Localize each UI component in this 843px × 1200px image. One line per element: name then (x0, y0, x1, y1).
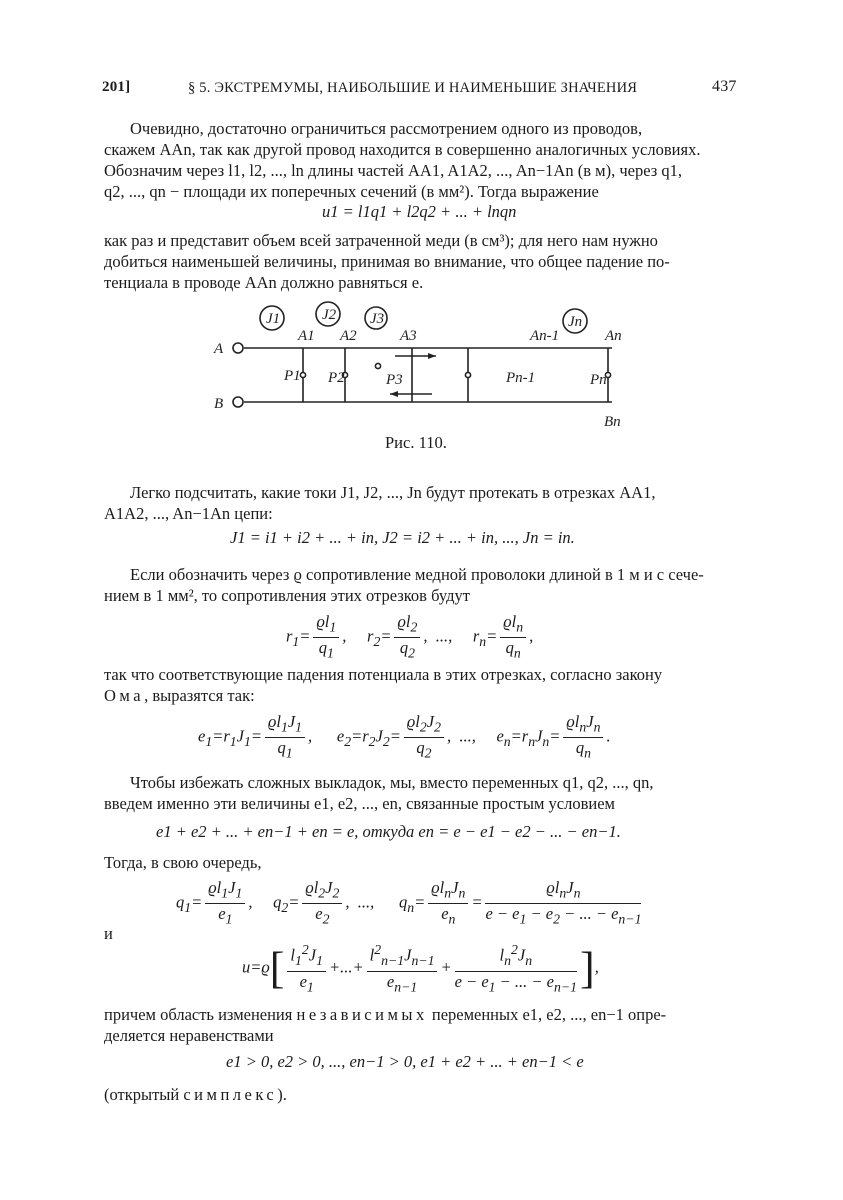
text-line: Чтобы избежать сложных выкладок, мы, вместо переменных q1, q2, ..., qn, (130, 773, 654, 792)
circuit-diagram (200, 296, 640, 432)
text-line: Очевидно, достаточно ограничиться рассмотрением одного из проводов, (130, 119, 643, 138)
node-label-a1: A1 (298, 328, 315, 344)
current-label-j1: J1 (266, 311, 281, 327)
text-fragment: , выразятся так: (144, 686, 255, 705)
text-fragment: ). (277, 1085, 287, 1104)
paragraph-2 (104, 230, 736, 293)
figure-caption: Рис. 110. (385, 433, 447, 452)
spaced-word: Ома (104, 686, 145, 705)
paragraph-4 (104, 564, 736, 606)
text-line (104, 1004, 736, 1025)
paragraph-7 (104, 852, 736, 873)
node-label-a3: A3 (400, 328, 417, 344)
resistor-label-p1: P1 (284, 368, 301, 384)
terminal-label-a: A (214, 341, 224, 357)
current-arrow-right (428, 353, 436, 359)
paragraph-1 (104, 118, 736, 202)
current-label-jn: Jn (568, 314, 583, 330)
current-arrow-left (390, 391, 398, 397)
node-label-an: An (605, 328, 622, 344)
node-label-an-1: An-1 (530, 328, 560, 344)
resistor-label-p3: P3 (386, 372, 403, 388)
text-line: добиться наименьшей величины, принимая во внимание, что общее падение по- (104, 252, 670, 271)
page-number: 437 (712, 78, 737, 95)
equation-volume: u1 = l1q1 + l2q2 + ... + lnqn (322, 202, 517, 221)
text-line: тенциала в проводе AAn должно равняться e. (104, 273, 424, 292)
text-line: Легко подсчитать, какие токи J1, J2, ..., Jn будут протекать в отрезках AA1, (130, 483, 656, 502)
text-fragment: переменных e1, e2, ..., en−1 опре- (431, 1005, 667, 1024)
text-line: нием в 1 мм², то сопротивления этих отрезков будут (104, 586, 470, 605)
text-line: q2, ..., qn − площади их поперечных сечений (в мм²). Тогда выражение (104, 182, 599, 201)
resistor-label-pn-1: Pn-1 (506, 370, 536, 386)
text-line (104, 1084, 736, 1105)
terminal-label-b: B (214, 396, 224, 412)
spaced-word: симплекс (183, 1085, 278, 1104)
text-fragment: причем область изменения (104, 1005, 293, 1024)
spaced-word: независимых (296, 1005, 428, 1024)
equation-currents: J1 = i1 + i2 + ... + in, J2 = i2 + ... + in, ..., Jn = in. (230, 528, 575, 547)
text-line: A1A2, ..., An−1An цепи: (104, 504, 273, 523)
paragraph-3 (104, 482, 736, 524)
header-section-ref: 201] (102, 79, 131, 95)
equation-potential-drops: $e_1=r_1J_1=$ $\frac{ϱl_1J_1}{q_1}$ , $e_2=r_2J_2=$ $\frac{ϱl_2J_2}{q_2}$ , ..., $e_n=r_nJ_n=$ $\frac{ϱl_nJ_n}{q_n}$ . (198, 712, 611, 761)
text-line: скажем AAn, так как другой провод находится в совершенно аналогичных условиях. (104, 140, 701, 159)
current-label-j3: J3 (370, 311, 385, 327)
text-line: Тогда, в свою очередь, (104, 853, 262, 872)
resistor-label-pn: Pn (590, 372, 607, 388)
text-line: Обозначим через l1, l2, ..., ln длины частей AA1, A1A2, ..., An−1An (в м), через q1, (104, 161, 682, 180)
header-title: § 5. ЭКСТРЕМУМЫ, НАИБОЛЬШИЕ И НАИМЕНЬШИЕ ЗНАЧЕНИЯ (188, 80, 638, 96)
equation-inequalities: e1 > 0, e2 > 0, ..., en−1 > 0, e1 + e2 + ... + en−1 < e (226, 1052, 584, 1071)
node-label-a2: A2 (340, 328, 357, 344)
text-line (104, 685, 736, 706)
text-line: Если обозначить через ϱ сопротивление медной проволоки длиной в 1 м и с сече- (130, 565, 704, 584)
node-label-bn: Bn (604, 414, 621, 430)
paragraph-8 (104, 1004, 736, 1046)
paragraph-9 (104, 1084, 736, 1105)
text-line: деляется неравенствами (104, 1026, 274, 1045)
resistor-label-p2: P2 (328, 370, 345, 386)
text-line: так что соответствующие падения потенциала в этих отрезках, согласно закону (104, 665, 663, 684)
text-fragment: (открытый (104, 1085, 180, 1104)
equation-u: u=ϱ[ $\frac{l_1^2J_1}{e_1}$ +...+ $\frac{l^2_{n-1}J_{n-1}}{e_{n-1}}$ + $\frac{l_n^2J_n}{e - e_1 - ... - e_{n-1}}$ ], (242, 942, 599, 995)
paragraph-6 (104, 772, 736, 814)
paragraph-5 (104, 664, 736, 706)
equation-q-values: $q_1=$ $\frac{ϱl_1J_1}{e_1}$ , $q_2=$ $\frac{ϱl_2J_2}{e_2}$ , ..., $q_n=$ $\frac{ϱl_nJ_n}{e_n}$ = $\frac{ϱl_nJ_n}{e - e_1 - e_2 - ... - e_{n-1}}$ (176, 878, 642, 927)
conjunction-and: и (104, 924, 113, 943)
equation-resistances: $r_1=$ $\frac{ϱl_1}{q_1}$ , $r_2=$ $\frac{ϱl_2}{q_2}$ , ..., $r_n=$ $\frac{ϱl_n}{q_n}$ , (286, 612, 534, 661)
text-line: введем именно эти величины e1, e2, ..., en, связанные простым условием (104, 794, 615, 813)
equation-sum-condition: e1 + e2 + ... + en−1 + en = e, откуда en = e − e1 − e2 − ... − en−1. (156, 822, 621, 841)
text-line: как раз и представит объем всей затраченной меди (в см³); для него нам нужно (104, 231, 658, 250)
current-label-j2: J2 (322, 307, 337, 323)
